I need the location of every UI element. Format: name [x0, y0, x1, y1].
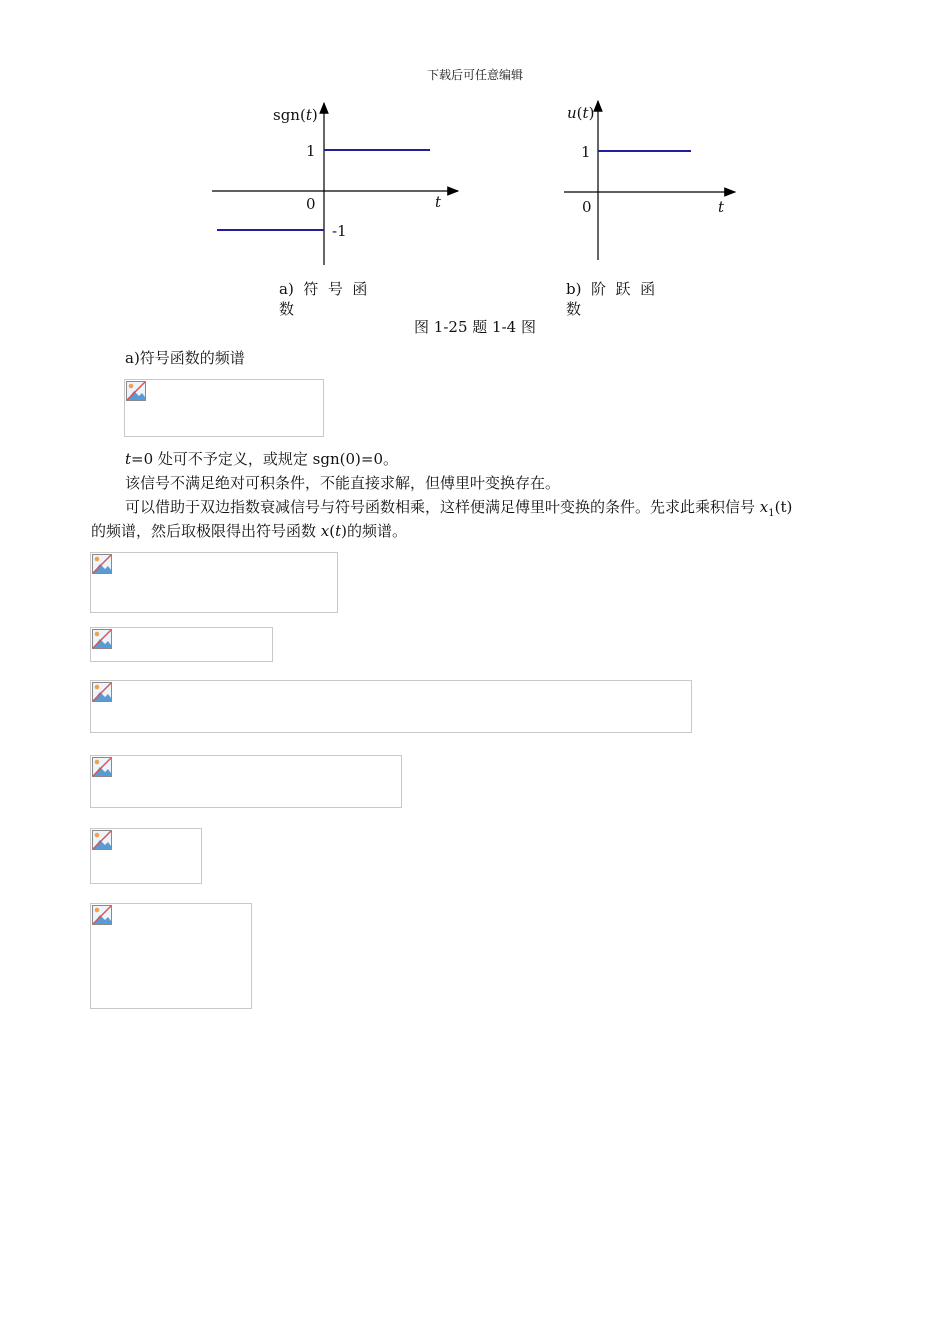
figure-b-caption-line1: b) 阶 跃 函: [566, 280, 656, 298]
sgn-tick-one: 1: [306, 142, 316, 160]
figure-a-caption-line1: a) 符 号 函: [279, 280, 368, 298]
step-origin-label: 0: [582, 198, 592, 216]
equation-image-1: [124, 379, 324, 437]
equation-image-6: [90, 828, 202, 884]
paragraph-method: 可以借助于双边指数衰减信号与符号函数相乘，这样便满足傅里叶变换的条件。先求此乘积信号 $x_1(t)$: [125, 498, 793, 519]
sgn-tick-neg-one: -1: [332, 222, 347, 240]
broken-image-icon: [92, 830, 112, 850]
figure-b-caption-line2: 数: [566, 300, 582, 318]
step-x-label: t: [718, 198, 725, 216]
broken-image-icon: [92, 682, 112, 702]
section-title: a)符号函数的频谱: [125, 349, 245, 367]
equation-image-7: [90, 903, 252, 1009]
sgn-origin-label: 0: [306, 195, 316, 213]
step-y-label: u(t): [567, 104, 595, 122]
figure-a-caption-line2: 数: [279, 300, 295, 318]
page-header: 下载后可任意编辑: [426, 68, 523, 82]
broken-image-icon: [92, 554, 112, 574]
sgn-y-label: sgn(t): [273, 106, 318, 124]
broken-image-icon: [126, 381, 146, 401]
paragraph-condition: 该信号不满足绝对可积条件，不能直接求解，但傅里叶变换存在。: [125, 474, 561, 492]
broken-image-icon: [92, 629, 112, 649]
equation-image-3: [90, 627, 273, 662]
step-tick-one: 1: [581, 143, 591, 161]
figure-caption: 图 1-25 题 1-4 图: [414, 318, 536, 336]
equation-image-2: [90, 552, 338, 613]
broken-image-icon: [92, 905, 112, 925]
paragraph-1-text: =0 处可不予定义，或规定 sgn(0)=0。: [131, 450, 399, 468]
var-t: t: [125, 450, 132, 468]
broken-image-icon: [92, 757, 112, 777]
paragraph-undefined-at-zero: [125, 447, 398, 471]
equation-image-4: [90, 680, 692, 733]
sgn-x-label: t: [435, 193, 442, 211]
equation-image-5: [90, 755, 402, 808]
paragraph-method-continued: 的频谱，然后取极限得出符号函数 x(t)的频谱。: [91, 522, 407, 540]
sign-function-plot: [200, 95, 470, 270]
